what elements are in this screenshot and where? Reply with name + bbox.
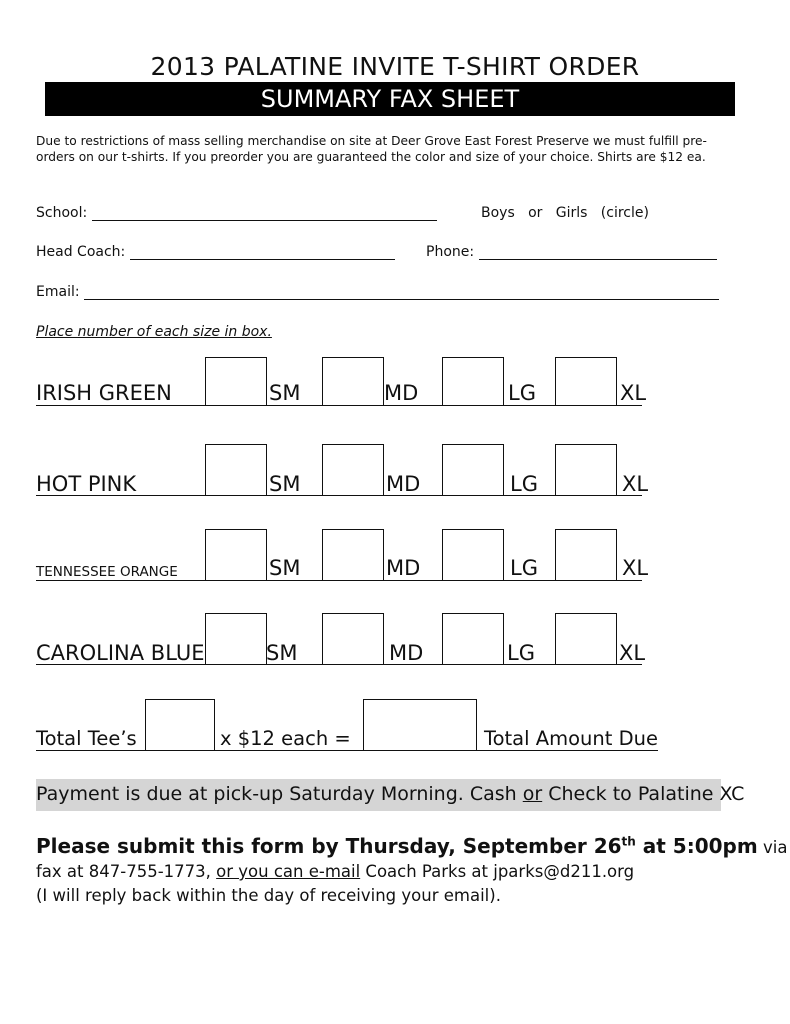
submit-deadline	[36, 834, 787, 858]
qty-box-irish-green-md[interactable]	[322, 357, 384, 406]
qty-box-hot-pink-lg[interactable]	[442, 444, 504, 496]
total-amount-box[interactable]	[363, 699, 477, 751]
form-title: 2013 PALATINE INVITE T-SHIRT ORDER	[150, 52, 640, 81]
qty-box-carolina-blue-sm[interactable]	[205, 613, 267, 665]
summary-fax-banner: SUMMARY FAX SHEET	[45, 82, 735, 116]
qty-box-hot-pink-sm[interactable]	[205, 444, 267, 496]
size-instruction: Place number of each size in box.	[36, 324, 272, 340]
total-amount-label: Total Amount Due	[484, 727, 658, 750]
qty-box-tennessee-orange-lg[interactable]	[442, 529, 504, 581]
color-label-irish-green: IRISH GREEN	[36, 381, 172, 405]
email-row	[36, 284, 719, 300]
size-label-lg: LG	[510, 472, 538, 496]
price-multiplier: x $12 each =	[220, 727, 351, 750]
color-label-carolina-blue: CAROLINA BLUE	[36, 641, 205, 665]
size-label-sm: SM	[269, 472, 301, 496]
deadline-text: Please submit this form by Thursday, September 26	[36, 834, 622, 858]
payment-or: or	[522, 783, 543, 805]
color-label-tennessee-orange: TENNESSEE ORANGE	[36, 564, 178, 580]
payment-text-end: Check to Palatine XC	[542, 783, 745, 805]
payment-text: Payment is due at pick-up Saturday Morning. Cash	[36, 783, 523, 805]
phone-row	[426, 244, 717, 260]
phone-label: Phone:	[426, 244, 475, 260]
qty-box-tennessee-orange-xl[interactable]	[555, 529, 617, 581]
email-field[interactable]	[84, 285, 719, 300]
size-label-sm: SM	[266, 641, 298, 665]
fax-number: fax at 847-755-1773,	[36, 862, 217, 881]
size-label-sm: SM	[269, 556, 301, 580]
size-label-lg: LG	[507, 641, 535, 665]
size-label-xl: XL	[619, 641, 646, 665]
size-label-lg: LG	[510, 556, 538, 580]
size-label-xl: XL	[622, 556, 649, 580]
total-tees-label: Total Tee’s	[36, 727, 137, 750]
qty-box-carolina-blue-md[interactable]	[322, 613, 384, 665]
head-coach-label: Head Coach:	[36, 244, 126, 260]
fax-email-line	[36, 862, 634, 881]
qty-box-tennessee-orange-sm[interactable]	[205, 529, 267, 581]
payment-note	[36, 783, 744, 805]
qty-box-carolina-blue-xl[interactable]	[555, 613, 617, 665]
qty-box-hot-pink-md[interactable]	[322, 444, 384, 496]
qty-box-tennessee-orange-md[interactable]	[322, 529, 384, 581]
size-label-md: MD	[386, 556, 421, 580]
school-field[interactable]	[92, 206, 437, 221]
color-label-hot-pink: HOT PINK	[36, 472, 137, 496]
email-option-link[interactable]: or you can e-mail	[216, 862, 361, 881]
size-label-xl: XL	[622, 472, 649, 496]
total-tees-box[interactable]	[145, 699, 215, 751]
size-label-md: MD	[384, 381, 419, 405]
phone-field[interactable]	[479, 245, 717, 260]
qty-box-irish-green-lg[interactable]	[442, 357, 504, 406]
size-label-md: MD	[389, 641, 424, 665]
qty-box-hot-pink-xl[interactable]	[555, 444, 617, 496]
totals-underline	[36, 750, 658, 751]
school-label: School:	[36, 205, 88, 221]
qty-box-carolina-blue-lg[interactable]	[442, 613, 504, 665]
qty-box-irish-green-sm[interactable]	[205, 357, 267, 406]
size-label-sm: SM	[269, 381, 301, 405]
reply-note: (I will reply back within the day of receiving your email).	[36, 886, 501, 905]
intro-text: Due to restrictions of mass selling merchandise on site at Deer Grove East Forest Preserve we must fulfill pre-orders on our t-shirts. If you preorder you are guaranteed the color and size of your choice. Shirts are $12 ea.	[36, 134, 707, 164]
size-label-lg: LG	[508, 381, 536, 405]
coach-email: Coach Parks at jparks@d211.org	[360, 862, 635, 881]
school-row	[36, 205, 437, 221]
deadline-via: via	[757, 838, 788, 857]
head-coach-field[interactable]	[130, 245, 395, 260]
size-label-md: MD	[386, 472, 421, 496]
gender-choice[interactable]: Boys or Girls (circle)	[481, 205, 649, 221]
qty-box-irish-green-xl[interactable]	[555, 357, 617, 406]
deadline-suffix: th	[621, 834, 636, 849]
deadline-time: at 5:00pm	[635, 834, 758, 858]
coach-row	[36, 244, 395, 260]
email-label: Email:	[36, 284, 80, 300]
size-label-xl: XL	[620, 381, 647, 405]
